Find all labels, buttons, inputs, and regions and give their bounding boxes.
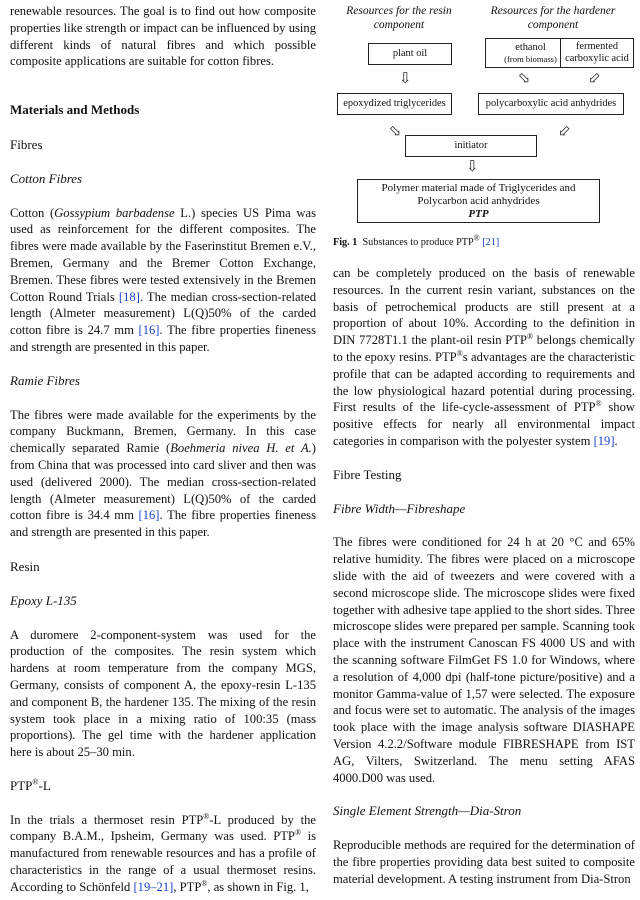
text-run: can be completely produced on the basis of renewable resources. In the current resin variant, substances on the basis of petrochemical products are still present at a proportion of about 10%. According to the definition in DIN 7728T1.1 the plant-oil resin PTP — [333, 266, 635, 348]
text-run: , as shown in Fig. 1, — [207, 879, 309, 894]
citation-link[interactable]: [16] — [138, 323, 160, 338]
arrow-down-left-icon: ⬃ — [558, 124, 571, 140]
arrow-down-right-icon: ⬂ — [389, 124, 402, 140]
arrow-down-icon: ⇩ — [466, 159, 479, 175]
ptp-continued-paragraph — [333, 265, 635, 450]
epoxy-heading: Epoxy L-135 — [10, 592, 77, 608]
registered-mark: ® — [473, 233, 480, 243]
box-sublabel: (from biomass) — [504, 54, 557, 64]
fibres-heading: Fibres — [10, 136, 43, 152]
hardener-resources-label: Resources for the hardener component — [490, 5, 616, 31]
left-column — [10, 0, 316, 896]
text-run: . The fibre properties fineness and strength are presented in this paper. — [10, 323, 316, 354]
ptp-paragraph — [10, 812, 316, 896]
text-run: Substances to produce PTP — [362, 237, 474, 248]
text-run: In the trials a thermoset resin PTP — [10, 812, 204, 827]
box-label: plant oil — [392, 48, 428, 59]
ptp-heading — [10, 778, 316, 795]
box-label: epoxydized triglycerides — [343, 98, 446, 109]
text-run: , PTP — [173, 879, 202, 894]
box-sublabel: PTP — [468, 207, 489, 220]
ramie-fibres-heading: Ramie Fibres — [10, 372, 80, 388]
citation-link[interactable]: [16] — [138, 508, 160, 523]
registered-mark: ® — [32, 777, 39, 787]
box-label: Polymer material made of Triglycerides and Polycarbon acid anhydrides — [381, 181, 576, 207]
registered-mark: ® — [456, 348, 463, 358]
arrow-down-icon: ⇩ — [399, 71, 412, 87]
fibre-width-heading: Fibre Width—Fibreshape — [333, 500, 466, 516]
polymer-material-box — [357, 179, 600, 223]
right-column — [333, 0, 635, 888]
text-run: belongs chemically to the epoxy resins. PTP — [333, 333, 635, 364]
box-label: initiator — [454, 140, 488, 151]
text-run: The fibres were made available for the experiments by the company Buckmann, Bremen, Germany. In this case chemically separated Ramie ( — [10, 407, 316, 456]
text-run: L.) species US Pima was used as reinforcement for the different composites. The fibres were made available by the Faserinstitut Bremen e.V., Bremen, Germany and the Bremer Cotton Exchange, Bremen. These fibres were tested extensively in the Bremen Cotton Round Trials — [10, 205, 316, 304]
registered-mark: ® — [526, 332, 534, 341]
text-run: PTP — [10, 777, 33, 793]
cotton-fibres-heading: Cotton Fibres — [10, 170, 83, 186]
registered-mark: ® — [595, 399, 602, 409]
intro-paragraph: renewable resources. The goal is to find out how composite properties like strength or impact can be influenced by using different kinds of natural fibres and which possible composite applications are suitable for cotton fibres. — [10, 4, 316, 69]
species-name: Gossypium barbadense — [54, 205, 175, 220]
initiator-box — [405, 135, 537, 157]
materials-methods-heading: Materials and Methods — [10, 102, 140, 118]
caption-label: Fig. 1 — [333, 237, 358, 248]
species-name: Boehmeria nivea H. et A. — [170, 441, 312, 456]
single-element-paragraph: Reproducible methods are required for the determination of the fibre properties providing data best suited to composite material development. A testing instrument from Dia-Stron — [333, 838, 635, 886]
fibre-width-paragraph: The fibres were conditioned for 24 h at 20 °C and 65% relative humidity. The fibres were placed on a microscope slide with the aid of tweezers and were covered with a second microscope slide. The microscope slides were fixed together with adhesive tape applied to the short sides. Three microscope slides were prepared per sample. Scanning took place with the instrument Canoscan FS 4000 US and with the scanning software FilmGet FS 1.0 for Windows, where a resolution of 4,000 dpi (half-tone picture/positive) and a monitor Gamma-value of 1,57 were selected. The exposure and focus were set to automatic. The analysis of the images took place with the image analysis software DIASHAPE Version 4.2.2/Software module FIBRESHAPE from IST AG, Vilters, Switzerland. The menu setting AFAS 4000.D00 was used. — [333, 535, 635, 785]
text-run: ) from China that was processed into card sliver and then was used (delivered 2000). The median cross-section-related length (Almeter measurement) L(Q)50% of the carded cotton fibre is 34.4 mm — [10, 441, 316, 523]
arrow-down-left-icon: ⬃ — [588, 71, 601, 87]
text-run: . — [614, 433, 618, 448]
text-run: . The fibre properties fineness and strength are presented in this paper. — [10, 508, 316, 540]
fibre-testing-heading: Fibre Testing — [333, 466, 402, 482]
citation-link[interactable]: [21] — [482, 237, 500, 248]
epoxy-paragraph: A duromere 2-component-system was used for the production of the composites. The resin system which hardens at room temperature from the company MGS, Germany, consists of component A, the epoxy-resin L-135 and component B, the hardener 135. The mixing of the resin system took place in a mixing ratio of 100:35 (mass proportions). The gel time with the hardener application here is about 25–30 min. — [10, 627, 316, 760]
text-run: show positive effects for nearly all environmental impact categories in comparison with the polyester system — [333, 400, 635, 448]
arrow-down-right-icon: ⬂ — [518, 71, 531, 87]
text-run: -L — [38, 777, 51, 793]
citation-link[interactable]: [19] — [593, 433, 615, 448]
text-run: . The median cross-section-related length (Almeter measurement) L(Q)50% of the carded cotton fibre is 24.7 mm — [10, 289, 317, 338]
registered-mark: ® — [203, 811, 210, 821]
single-element-heading: Single Element Strength—Dia-Stron — [333, 803, 522, 819]
ramie-paragraph — [10, 407, 316, 541]
registered-mark: ® — [294, 828, 302, 838]
text-run: s advantages are the characteristic profile that can be adapted according to requirements and the low physiological hazard potential during processing. First results of the life-cycle-assessment of PTP — [333, 349, 635, 415]
citation-link[interactable]: [18] — [118, 289, 140, 304]
text-run: -L produced by the company B.A.M., Ipsheim, Germany was used. PTP — [10, 812, 317, 844]
cotton-paragraph — [10, 205, 316, 356]
fermented-acid-box — [560, 38, 634, 68]
citation-link[interactable]: [19–21] — [133, 879, 174, 894]
text-run: Cotton ( — [10, 205, 55, 220]
box-label: polycarboxylic acid anhydrides — [485, 98, 617, 109]
epoxidized-triglycerides-box — [337, 93, 452, 115]
resin-resources-label: Resources for the resin component — [346, 5, 452, 31]
text-run: is manufactured from renewable resources and has a profile of characteristics in the range of a usual thermoset resins. According to Schönfeld — [10, 829, 316, 894]
polycarboxylic-anhydrides-box — [478, 93, 624, 115]
box-label: fermented carboxylic acid — [565, 41, 629, 64]
registered-mark: ® — [201, 878, 208, 888]
box-label: ethanol — [515, 42, 546, 53]
plant-oil-box — [368, 43, 452, 65]
resin-heading: Resin — [10, 558, 40, 574]
figure-1 — [333, 0, 635, 240]
